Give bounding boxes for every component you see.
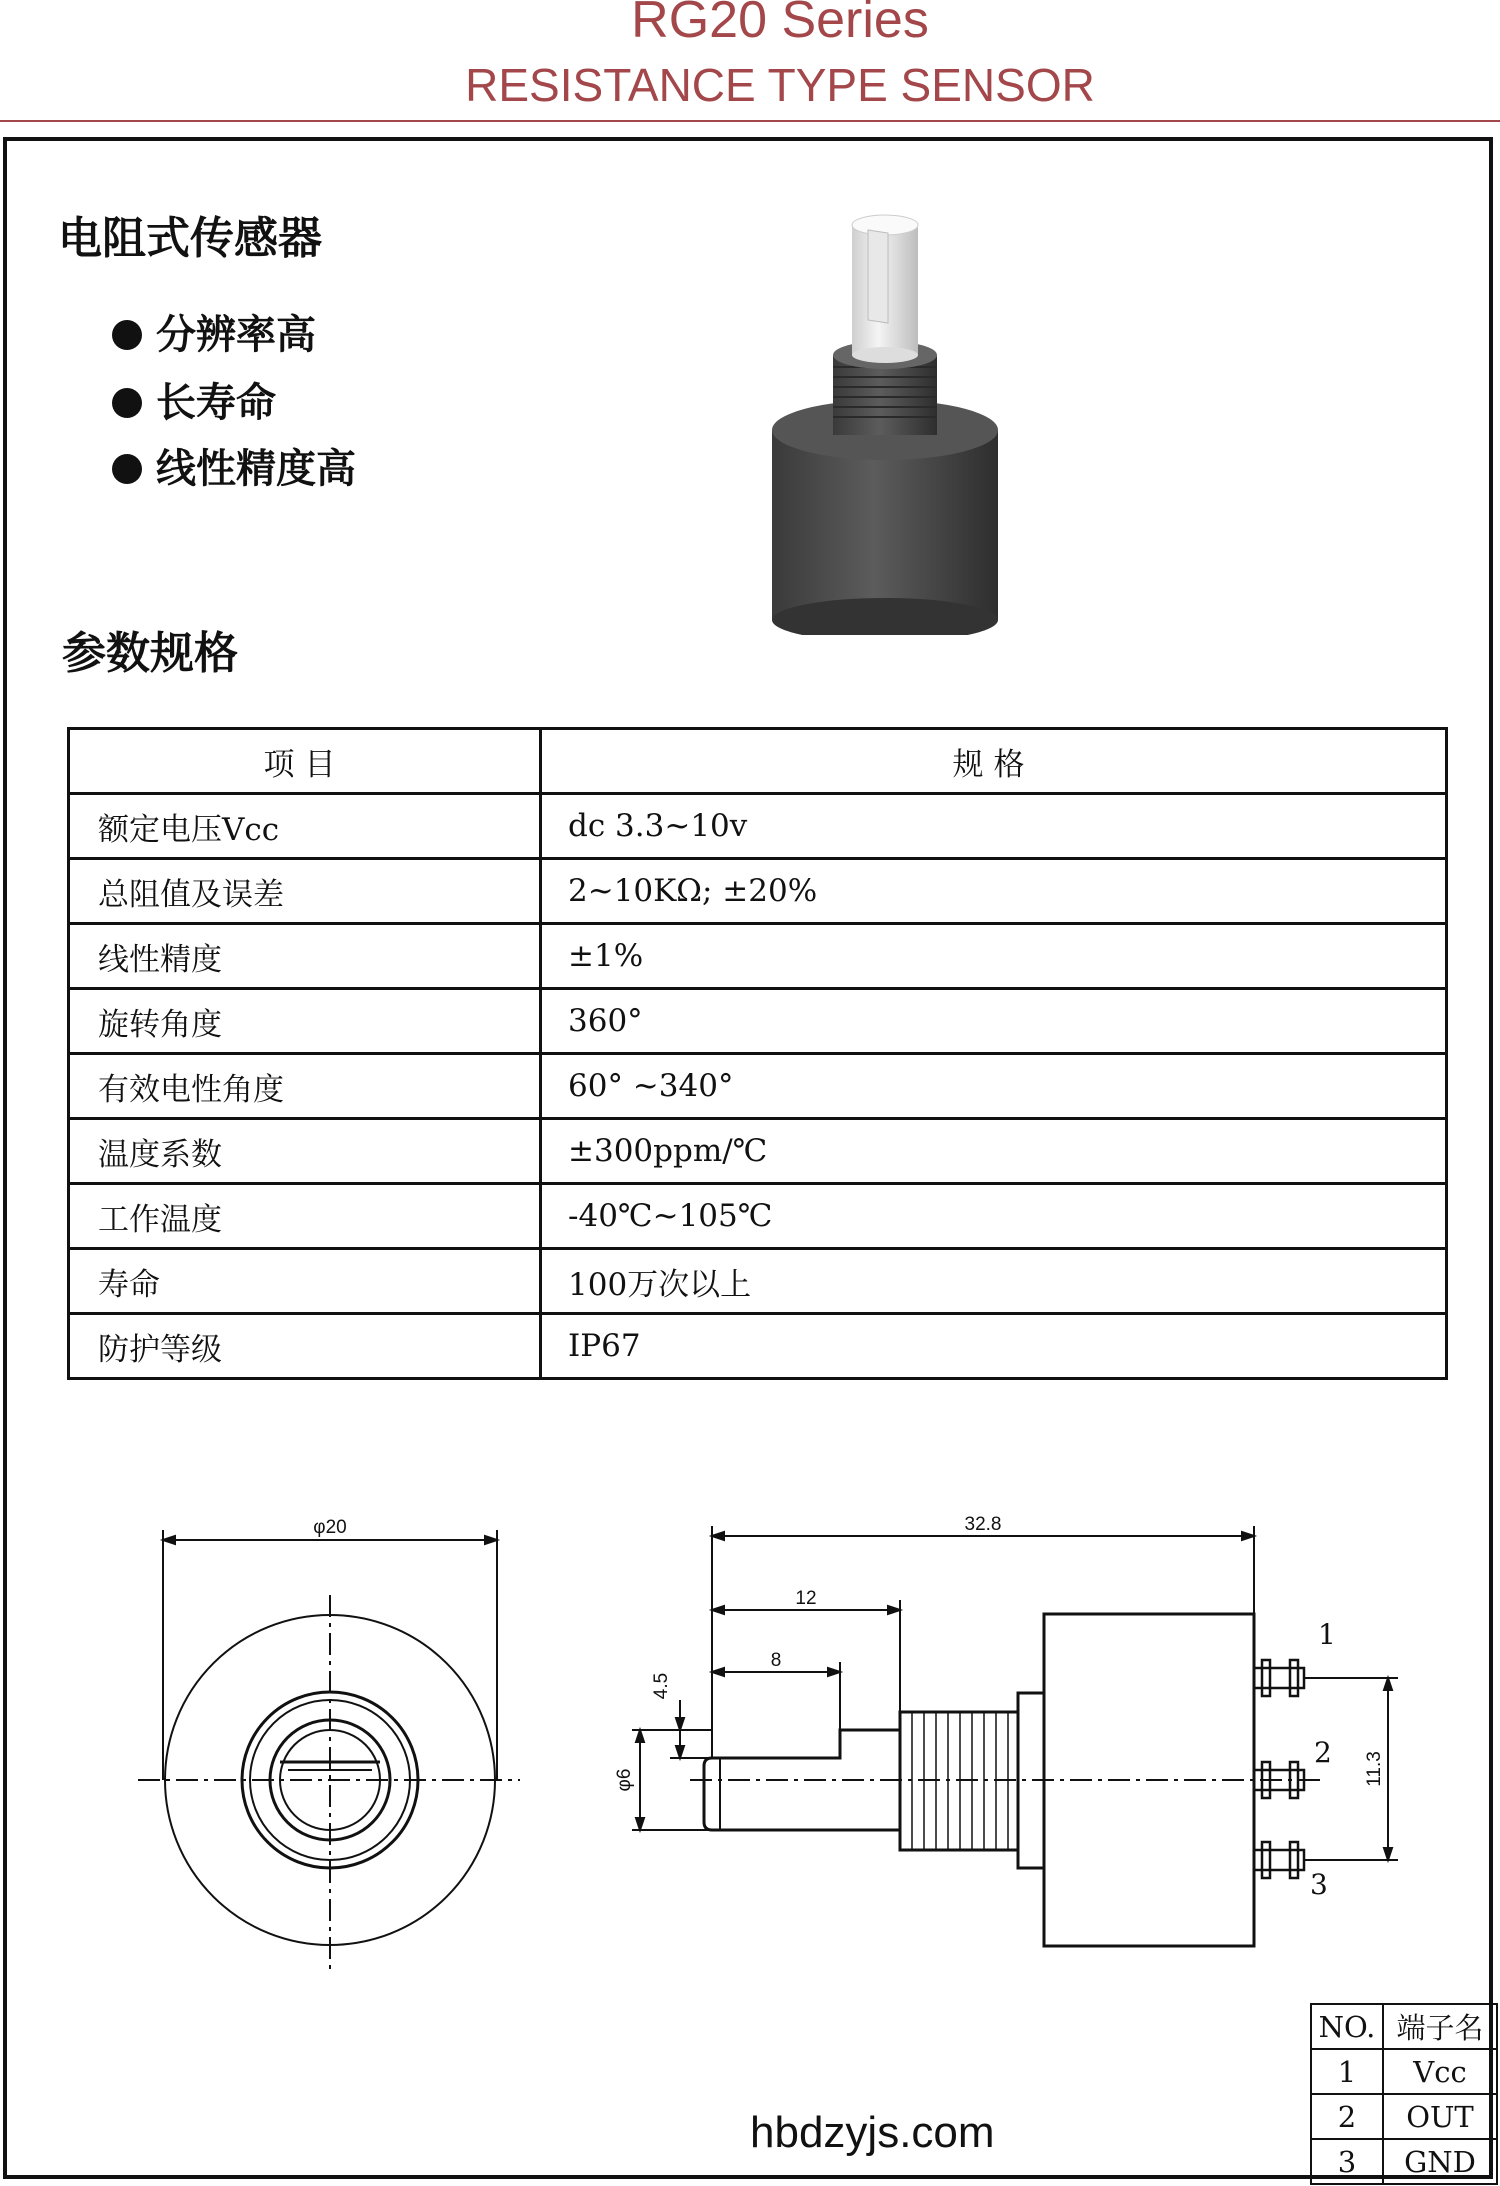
pin-table xyxy=(1310,2003,1498,2185)
pin-no: 2 xyxy=(1311,2094,1383,2139)
dim-diameter: φ20 xyxy=(313,1517,347,1538)
feature-item xyxy=(112,371,276,428)
table-row xyxy=(69,989,1447,1054)
dim-8: 8 xyxy=(770,1650,782,1671)
spec-value: 100万次以上 xyxy=(541,1249,1447,1314)
spec-item: 寿命 xyxy=(69,1249,541,1314)
feature-label: 线性精度高 xyxy=(156,446,356,492)
spec-value: dc 3.3~10v xyxy=(541,794,1447,859)
side-view xyxy=(614,1514,1398,1946)
bullet-icon xyxy=(112,454,142,484)
spec-value: ±1% xyxy=(541,924,1447,989)
front-view xyxy=(138,1517,520,1970)
spec-value: IP67 xyxy=(541,1314,1447,1379)
spec-item: 有效电性角度 xyxy=(69,1054,541,1119)
table-row xyxy=(69,794,1447,859)
table-row xyxy=(1311,2049,1497,2094)
series-title: RG20 Series xyxy=(631,0,929,49)
pin-name: Vcc xyxy=(1383,2049,1497,2094)
bullet-icon xyxy=(112,388,142,418)
technical-drawing xyxy=(0,1480,1500,2000)
pin-name: OUT xyxy=(1383,2094,1497,2139)
table-row xyxy=(69,1249,1447,1314)
column-header-spec: 规格 xyxy=(541,729,1447,794)
table-row xyxy=(1311,2139,1497,2184)
dim-shaft-diameter: φ6 xyxy=(614,1768,635,1792)
spec-value: 360° xyxy=(541,989,1447,1054)
spec-value: 60° ~340° xyxy=(541,1054,1447,1119)
pin-name: GND xyxy=(1383,2139,1497,2184)
dim-overall-length: 32.8 xyxy=(964,1514,1002,1535)
spec-item: 额定电压Vcc xyxy=(69,794,541,859)
table-header-row xyxy=(1311,2004,1497,2049)
spec-item: 旋转角度 xyxy=(69,989,541,1054)
pin-no-header: NO. xyxy=(1311,2004,1383,2049)
pin-name-header: 端子名 xyxy=(1383,2004,1497,2049)
dim-pin-spacing: 11.3 xyxy=(1364,1751,1385,1787)
feature-label: 长寿命 xyxy=(156,380,276,426)
spec-item: 工作温度 xyxy=(69,1184,541,1249)
spec-item: 总阻值及误差 xyxy=(69,859,541,924)
spec-item: 线性精度 xyxy=(69,924,541,989)
feature-label: 分辨率高 xyxy=(156,312,316,358)
specs-heading: 参数规格 xyxy=(62,628,238,679)
website-link[interactable]: hbdzyjs.com xyxy=(750,2108,995,2157)
table-row xyxy=(69,1184,1447,1249)
table-row xyxy=(69,1054,1447,1119)
spec-value: -40℃~105℃ xyxy=(541,1184,1447,1249)
pin-label: 2 xyxy=(1314,1736,1332,1769)
table-row xyxy=(69,1119,1447,1184)
product-image xyxy=(760,205,1010,635)
table-row xyxy=(1311,2094,1497,2139)
spec-value: ±300ppm/℃ xyxy=(541,1119,1447,1184)
spec-item: 温度系数 xyxy=(69,1119,541,1184)
product-heading: 电阻式传感器 xyxy=(58,213,322,264)
bullet-icon xyxy=(112,320,142,350)
table-header-row xyxy=(69,729,1447,794)
table-row xyxy=(69,1314,1447,1379)
pin-no: 3 xyxy=(1311,2139,1383,2184)
pin-label: 1 xyxy=(1318,1618,1336,1651)
spec-item: 防护等级 xyxy=(69,1314,541,1379)
feature-item xyxy=(112,303,316,360)
feature-item xyxy=(112,437,356,494)
header-divider xyxy=(0,120,1500,122)
table-row xyxy=(69,924,1447,989)
table-row xyxy=(69,859,1447,924)
pin-no: 1 xyxy=(1311,2049,1383,2094)
spec-table xyxy=(67,727,1448,1380)
dim-12: 12 xyxy=(795,1588,817,1609)
spec-value: 2~10KΩ; ±20% xyxy=(541,859,1447,924)
dim-4-5: 4.5 xyxy=(651,1672,672,1700)
pin-label: 3 xyxy=(1310,1868,1328,1901)
series-subtitle: RESISTANCE TYPE SENSOR xyxy=(465,59,1095,111)
column-header-item: 项目 xyxy=(69,729,541,794)
